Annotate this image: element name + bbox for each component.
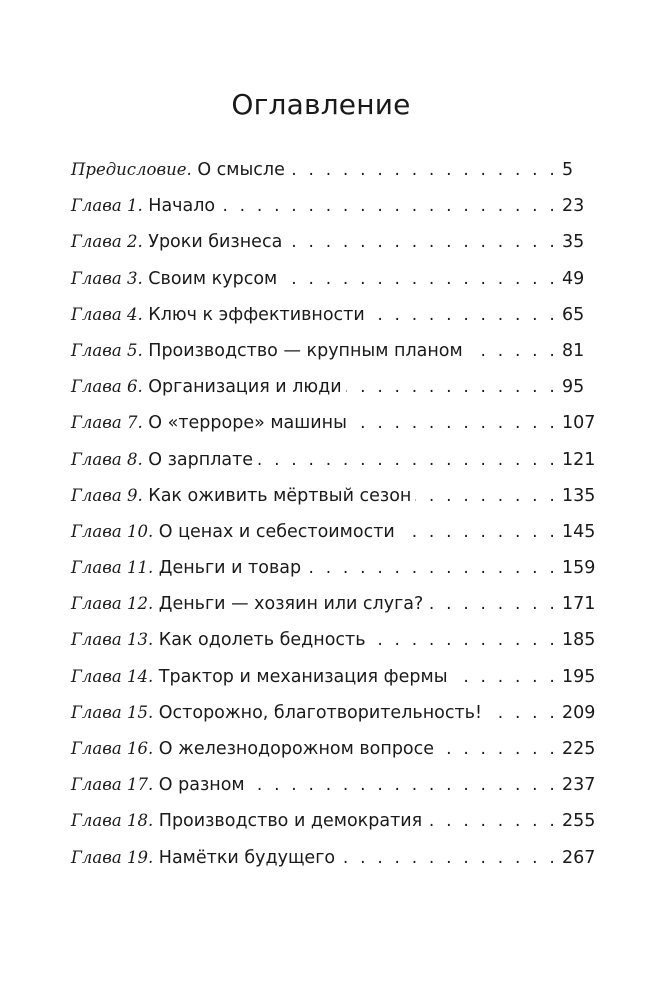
dot-leader	[257, 442, 558, 478]
chapter-label: Глава 1.	[71, 196, 143, 216]
chapter-title: Осторожно, благотворительность!	[158, 702, 482, 723]
page-number: 145	[562, 521, 596, 542]
chapter-label: Глава 9.	[71, 485, 143, 505]
toc-entry	[71, 405, 596, 441]
chapter-label: Глава 17.	[71, 775, 154, 795]
page-number: 237	[562, 775, 596, 796]
page-number: 81	[562, 340, 585, 361]
chapter-label: Глава 11.	[71, 558, 154, 578]
page-number: 267	[562, 847, 596, 868]
page-number: 209	[562, 702, 596, 723]
chapter-label: Глава 3.	[71, 268, 143, 288]
table-of-contents	[71, 152, 596, 876]
page-number: 195	[562, 666, 596, 687]
toc-entry	[71, 514, 596, 550]
page-number: 185	[562, 630, 596, 651]
toc-entry	[71, 478, 596, 514]
page-number: 23	[562, 196, 585, 217]
chapter-label: Глава 2.	[71, 232, 143, 252]
page-number: 49	[562, 268, 585, 289]
page-title: Оглавление	[231, 88, 411, 121]
chapter-title: О смысле	[197, 160, 285, 180]
dot-leader	[415, 478, 558, 514]
dot-leader	[289, 152, 558, 188]
chapter-title: Своим курсом	[148, 268, 278, 289]
page-number: 5	[562, 160, 574, 180]
toc-entry	[71, 297, 585, 333]
chapter-label: Глава 16.	[71, 739, 154, 758]
toc-entry	[71, 442, 596, 478]
page-number: 225	[562, 739, 596, 759]
chapter-title: О железнодорожном вопросе	[158, 739, 435, 759]
page-number: 35	[562, 232, 585, 253]
page-number: 171	[562, 594, 596, 615]
dot-leader	[249, 767, 558, 803]
chapter-title: Уроки бизнеса	[148, 232, 283, 253]
toc-entry	[71, 224, 585, 260]
toc-entry	[71, 767, 596, 803]
dot-leader	[286, 224, 558, 260]
chapter-label: Глава 14.	[71, 666, 154, 686]
dot-leader	[219, 188, 558, 224]
page-number: 65	[562, 304, 585, 325]
dot-leader	[426, 803, 558, 839]
chapter-label: Глава 4.	[71, 304, 143, 324]
toc-entry	[71, 188, 585, 224]
chapter-title: О зарплате	[148, 449, 254, 470]
toc-entry	[71, 695, 596, 731]
chapter-label: Глава 18.	[71, 811, 154, 831]
chapter-label: Глава 10.	[71, 521, 154, 541]
dot-leader	[438, 731, 558, 767]
page-number: 107	[562, 413, 596, 434]
chapter-title: О «терроре» машины	[148, 413, 347, 434]
toc-entry	[71, 586, 596, 622]
chapter-title: Ключ к эффективности	[148, 304, 365, 325]
chapter-label: Глава 13.	[71, 630, 154, 650]
toc-entry	[71, 803, 596, 839]
chapter-label: Глава 8.	[71, 449, 143, 469]
chapter-label: Глава 12.	[71, 594, 154, 614]
chapter-label: Глава 5.	[71, 340, 143, 360]
chapter-title: Деньги и товар	[158, 558, 302, 579]
chapter-title: О ценах и себестоимости	[158, 521, 395, 542]
page-number: 255	[562, 811, 596, 832]
dot-leader	[305, 550, 558, 586]
toc-entry	[71, 550, 596, 586]
chapter-title: Производство и демократия	[158, 811, 423, 832]
toc-entry	[71, 840, 596, 876]
toc-entry	[71, 261, 585, 297]
dot-leader	[370, 622, 558, 658]
chapter-title: О разном	[158, 775, 245, 796]
dot-leader	[427, 586, 558, 622]
chapter-title: Как одолеть бедность	[158, 630, 366, 651]
chapter-title: Деньги — хозяин или слуга?	[158, 594, 424, 615]
dot-leader	[399, 514, 558, 550]
dot-leader	[467, 333, 558, 369]
dot-leader	[452, 659, 558, 695]
chapter-title: Организация и люди	[148, 377, 342, 398]
chapter-title: Как оживить мёртвый сезон	[148, 485, 412, 506]
toc-entry	[71, 659, 596, 695]
page-number: 95	[562, 377, 585, 398]
chapter-label: Предисловие.	[71, 160, 192, 179]
chapter-title: Начало	[148, 196, 216, 217]
dot-leader	[486, 695, 558, 731]
chapter-label: Глава 7.	[71, 413, 143, 433]
dot-leader	[339, 840, 558, 876]
toc-entry	[71, 333, 585, 369]
page-number: 135	[562, 485, 596, 506]
chapter-label: Глава 15.	[71, 702, 154, 722]
toc-entry	[71, 152, 572, 188]
chapter-label: Глава 19.	[71, 847, 154, 867]
chapter-title: Производство — крупным планом	[148, 340, 463, 361]
toc-entry	[71, 731, 596, 767]
page-number: 159	[562, 558, 596, 579]
dot-leader	[369, 297, 558, 333]
toc-entry	[71, 622, 596, 658]
chapter-title: Намётки будущего	[158, 847, 336, 868]
dot-leader	[281, 261, 558, 297]
dot-leader	[346, 369, 558, 405]
chapter-title: Трактор и механизация фермы	[158, 666, 448, 687]
dot-leader	[351, 405, 558, 441]
toc-entry	[71, 369, 585, 405]
page-number: 121	[562, 449, 596, 470]
chapter-label: Глава 6.	[71, 377, 143, 397]
